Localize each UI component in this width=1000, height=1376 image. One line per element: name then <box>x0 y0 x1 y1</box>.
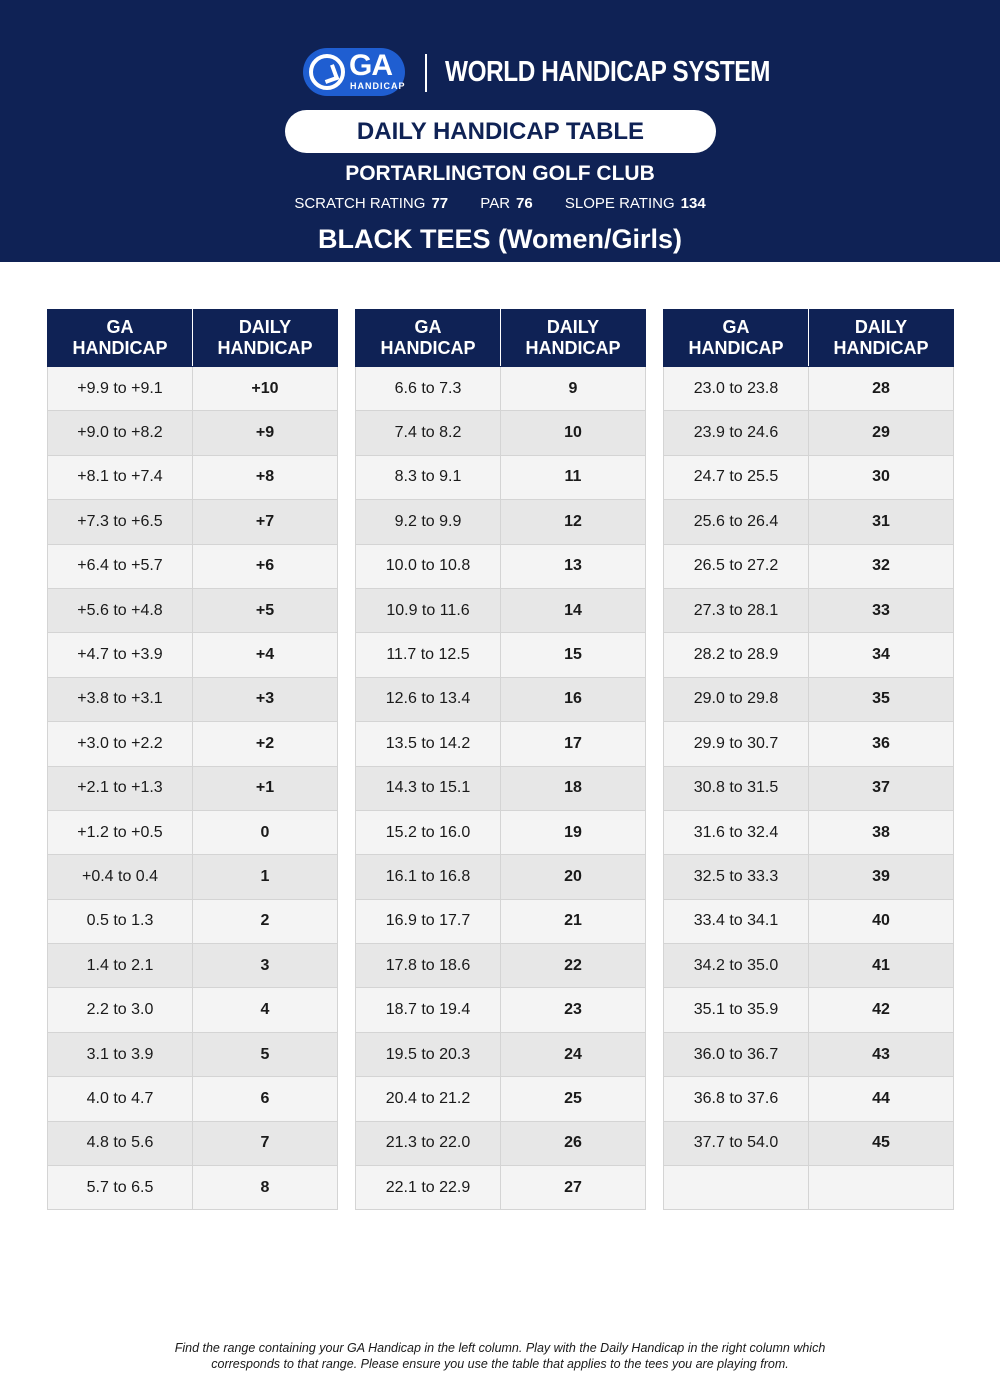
scratch-rating-label: SCRATCH RATING <box>294 195 426 212</box>
ga-handicap-range: 28.2 to 28.9 <box>664 633 809 677</box>
table-row <box>356 1032 646 1076</box>
daily-handicap-value: +10 <box>193 367 338 411</box>
ga-handicap-range: 3.1 to 3.9 <box>48 1032 193 1076</box>
daily-handicap-value: 33 <box>809 588 954 632</box>
par-label: PAR <box>480 195 511 212</box>
table-row <box>356 633 646 677</box>
table-row <box>48 1032 338 1076</box>
ga-handicap-range: 29.9 to 30.7 <box>664 722 809 766</box>
daily-handicap-value: 43 <box>809 1032 954 1076</box>
daily-handicap-value: 14 <box>501 588 646 632</box>
ga-handicap-range: 37.7 to 54.0 <box>664 1121 809 1165</box>
logo-row <box>0 46 1000 98</box>
ga-handicap-range: 21.3 to 22.0 <box>356 1121 501 1165</box>
par-value: 76 <box>516 195 533 212</box>
daily-handicap-value: 0 <box>193 810 338 854</box>
daily-handicap-value: +2 <box>193 722 338 766</box>
handicap-table-2 <box>355 309 646 1210</box>
ga-handicap-range: 32.5 to 33.3 <box>664 855 809 899</box>
ga-handicap-range: 23.0 to 23.8 <box>664 367 809 411</box>
ga-handicap-header: GA HANDICAP <box>48 310 193 367</box>
table-row <box>48 722 338 766</box>
daily-handicap-value: +1 <box>193 766 338 810</box>
daily-handicap-value: 30 <box>809 455 954 499</box>
daily-handicap-value: 16 <box>501 677 646 721</box>
daily-handicap-value: 1 <box>193 855 338 899</box>
table-row <box>664 367 954 411</box>
world-handicap-system-wordmark: WORLD HANDICAP SYSTEM <box>445 56 771 88</box>
ga-handicap-range: +3.8 to +3.1 <box>48 677 193 721</box>
ga-handicap-range: 6.6 to 7.3 <box>356 367 501 411</box>
daily-handicap-value: 20 <box>501 855 646 899</box>
table-row <box>664 855 954 899</box>
ga-handicap-range: 11.7 to 12.5 <box>356 633 501 677</box>
table-row <box>48 855 338 899</box>
ga-handicap-range: 25.6 to 26.4 <box>664 500 809 544</box>
course-ratings <box>0 194 1000 214</box>
table-row <box>664 899 954 943</box>
table-row <box>356 544 646 588</box>
logo-subtext: HANDICAP <box>350 81 406 91</box>
ga-handicap-range: 35.1 to 35.9 <box>664 988 809 1032</box>
table-row <box>664 500 954 544</box>
table-row <box>664 810 954 854</box>
table-row <box>48 988 338 1032</box>
table-row <box>664 633 954 677</box>
table-row <box>356 500 646 544</box>
daily-handicap-value: 8 <box>193 1166 338 1210</box>
ga-handicap-range: 10.0 to 10.8 <box>356 544 501 588</box>
daily-handicap-value: 35 <box>809 677 954 721</box>
ga-handicap-range: 9.2 to 9.9 <box>356 500 501 544</box>
footer-line-1: Find the range containing your GA Handicap in the left column. Play with the Daily Handicap in the right column which <box>174 1341 826 1355</box>
table-row <box>356 1166 646 1210</box>
ga-handicap-range: 5.7 to 6.5 <box>48 1166 193 1210</box>
daily-handicap-value: 17 <box>501 722 646 766</box>
daily-handicap-value: 19 <box>501 810 646 854</box>
ga-handicap-range: 1.4 to 2.1 <box>48 944 193 988</box>
table-row <box>356 810 646 854</box>
daily-handicap-value: 21 <box>501 899 646 943</box>
page-title: DAILY HANDICAP TABLE <box>285 110 716 153</box>
table-row <box>48 367 338 411</box>
daily-handicap-value: +8 <box>193 455 338 499</box>
ga-handicap-range: +5.6 to +4.8 <box>48 588 193 632</box>
daily-handicap-value: 36 <box>809 722 954 766</box>
slope-rating-label: SLOPE RATING <box>564 195 675 212</box>
ga-handicap-range: 2.2 to 3.0 <box>48 988 193 1032</box>
ga-handicap-range: +2.1 to +1.3 <box>48 766 193 810</box>
ga-handicap-range: +6.4 to +5.7 <box>48 544 193 588</box>
ga-handicap-range: 0.5 to 1.3 <box>48 899 193 943</box>
ga-handicap-range: 4.8 to 5.6 <box>48 1121 193 1165</box>
ga-handicap-range: 17.8 to 18.6 <box>356 944 501 988</box>
table-row <box>48 766 338 810</box>
daily-handicap-value: 28 <box>809 367 954 411</box>
ga-handicap-range: +3.0 to +2.2 <box>48 722 193 766</box>
table-row <box>664 988 954 1032</box>
table-row <box>356 1121 646 1165</box>
footer-instructions <box>0 1340 1000 1372</box>
table-row <box>356 677 646 721</box>
ga-handicap-range: 16.1 to 16.8 <box>356 855 501 899</box>
daily-handicap-value: 27 <box>501 1166 646 1210</box>
table-row <box>48 944 338 988</box>
ga-handicap-range: 16.9 to 17.7 <box>356 899 501 943</box>
table-row <box>48 500 338 544</box>
table-row <box>356 722 646 766</box>
table-row <box>48 1077 338 1121</box>
ga-handicap-range: 29.0 to 29.8 <box>664 677 809 721</box>
handicap-table-1 <box>47 309 338 1210</box>
daily-handicap-value: 9 <box>501 367 646 411</box>
table-row <box>356 588 646 632</box>
table-row <box>664 766 954 810</box>
ga-handicap-range: +9.0 to +8.2 <box>48 411 193 455</box>
ga-handicap-range: 36.8 to 37.6 <box>664 1077 809 1121</box>
ga-handicap-logo <box>303 48 405 96</box>
slope-rating <box>565 194 706 214</box>
table-row <box>48 544 338 588</box>
daily-handicap-value: +7 <box>193 500 338 544</box>
ga-handicap-range: +9.9 to +9.1 <box>48 367 193 411</box>
ga-handicap-range: +4.7 to +3.9 <box>48 633 193 677</box>
ga-handicap-range: 18.7 to 19.4 <box>356 988 501 1032</box>
daily-handicap-value: 44 <box>809 1077 954 1121</box>
daily-handicap-value: +9 <box>193 411 338 455</box>
daily-handicap-value: 4 <box>193 988 338 1032</box>
ga-handicap-range: +0.4 to 0.4 <box>48 855 193 899</box>
ga-handicap-range: +8.1 to +7.4 <box>48 455 193 499</box>
ga-handicap-range: 24.7 to 25.5 <box>664 455 809 499</box>
daily-handicap-value: +6 <box>193 544 338 588</box>
scratch-rating <box>294 194 448 214</box>
table-row <box>356 455 646 499</box>
table-row <box>48 1121 338 1165</box>
daily-handicap-value: 39 <box>809 855 954 899</box>
ga-handicap-header: GA HANDICAP <box>356 310 501 367</box>
daily-handicap-value: 34 <box>809 633 954 677</box>
daily-handicap-value: 29 <box>809 411 954 455</box>
daily-handicap-value: 11 <box>501 455 646 499</box>
ga-handicap-range: 22.1 to 22.9 <box>356 1166 501 1210</box>
table-row <box>664 722 954 766</box>
daily-handicap-value: 31 <box>809 500 954 544</box>
ga-handicap-range: 27.3 to 28.1 <box>664 588 809 632</box>
ga-handicap-range: 10.9 to 11.6 <box>356 588 501 632</box>
daily-handicap-value: 6 <box>193 1077 338 1121</box>
ga-handicap-range: 4.0 to 4.7 <box>48 1077 193 1121</box>
ga-handicap-range: 7.4 to 8.2 <box>356 411 501 455</box>
ga-handicap-range: 26.5 to 27.2 <box>664 544 809 588</box>
daily-handicap-value: 42 <box>809 988 954 1032</box>
daily-handicap-value: 2 <box>193 899 338 943</box>
table-row <box>664 1166 954 1210</box>
ga-handicap-range: 34.2 to 35.0 <box>664 944 809 988</box>
daily-handicap-value: 3 <box>193 944 338 988</box>
table-row <box>48 677 338 721</box>
ga-handicap-range: 12.6 to 13.4 <box>356 677 501 721</box>
club-name: PORTARLINGTON GOLF CLUB <box>345 162 655 185</box>
daily-handicap-header: DAILY HANDICAP <box>501 310 646 367</box>
ga-handicap-range: 33.4 to 34.1 <box>664 899 809 943</box>
table-row <box>356 899 646 943</box>
table-row <box>48 588 338 632</box>
daily-handicap-value: +5 <box>193 588 338 632</box>
table-row <box>664 1032 954 1076</box>
daily-handicap-value: 24 <box>501 1032 646 1076</box>
table-row <box>356 855 646 899</box>
tees-heading: BLACK TEES (Women/Girls) <box>317 224 683 254</box>
daily-handicap-value: 22 <box>501 944 646 988</box>
daily-handicap-value: 13 <box>501 544 646 588</box>
ga-handicap-range: 8.3 to 9.1 <box>356 455 501 499</box>
ga-handicap-header: GA HANDICAP <box>664 310 809 367</box>
daily-handicap-value: 41 <box>809 944 954 988</box>
daily-handicap-value: +4 <box>193 633 338 677</box>
table-row <box>664 411 954 455</box>
ga-handicap-range: 20.4 to 21.2 <box>356 1077 501 1121</box>
daily-handicap-value: 5 <box>193 1032 338 1076</box>
ga-handicap-range: 14.3 to 15.1 <box>356 766 501 810</box>
table-row <box>356 411 646 455</box>
header-banner <box>0 0 1000 262</box>
daily-handicap-value: 15 <box>501 633 646 677</box>
handicap-tables <box>0 309 1000 1211</box>
daily-handicap-value: 38 <box>809 810 954 854</box>
scratch-rating-value: 77 <box>431 195 449 212</box>
table-row <box>664 944 954 988</box>
ga-handicap-range: 30.8 to 31.5 <box>664 766 809 810</box>
daily-handicap-value: 45 <box>809 1121 954 1165</box>
table-row <box>356 944 646 988</box>
ga-handicap-range: 31.6 to 32.4 <box>664 810 809 854</box>
logo-divider <box>425 54 427 92</box>
daily-handicap-value <box>809 1166 954 1210</box>
table-row <box>48 455 338 499</box>
ga-handicap-range: +7.3 to +6.5 <box>48 500 193 544</box>
table-row <box>48 411 338 455</box>
handicap-table-3 <box>663 309 954 1210</box>
table-row <box>356 988 646 1032</box>
daily-handicap-value: 18 <box>501 766 646 810</box>
daily-handicap-value: 37 <box>809 766 954 810</box>
table-row <box>664 1077 954 1121</box>
daily-handicap-value: 26 <box>501 1121 646 1165</box>
ga-handicap-range: 15.2 to 16.0 <box>356 810 501 854</box>
table-row <box>356 367 646 411</box>
par <box>480 194 532 214</box>
ga-swoosh-icon <box>309 54 345 90</box>
ga-handicap-range: 19.5 to 20.3 <box>356 1032 501 1076</box>
footer-line-2: corresponds to that range. Please ensure you use the table that applies to the tees you are playing from. <box>211 1357 789 1371</box>
table-row <box>48 633 338 677</box>
daily-handicap-value: 7 <box>193 1121 338 1165</box>
daily-handicap-value: 32 <box>809 544 954 588</box>
table-row <box>664 1121 954 1165</box>
ga-handicap-range: 13.5 to 14.2 <box>356 722 501 766</box>
table-row <box>664 455 954 499</box>
ga-handicap-range: +1.2 to +0.5 <box>48 810 193 854</box>
daily-handicap-header: DAILY HANDICAP <box>809 310 954 367</box>
table-row <box>664 677 954 721</box>
daily-handicap-value: 40 <box>809 899 954 943</box>
ga-handicap-range: 36.0 to 36.7 <box>664 1032 809 1076</box>
table-row <box>48 810 338 854</box>
daily-handicap-value: 23 <box>501 988 646 1032</box>
table-row <box>48 899 338 943</box>
daily-handicap-value: 12 <box>501 500 646 544</box>
logo-text: GA <box>349 49 392 82</box>
ga-handicap-range: 23.9 to 24.6 <box>664 411 809 455</box>
daily-handicap-header: DAILY HANDICAP <box>193 310 338 367</box>
daily-handicap-value: 25 <box>501 1077 646 1121</box>
ga-handicap-range <box>664 1166 809 1210</box>
table-row <box>664 544 954 588</box>
daily-handicap-value: 10 <box>501 411 646 455</box>
slope-rating-value: 134 <box>680 195 706 212</box>
daily-handicap-value: +3 <box>193 677 338 721</box>
table-row <box>356 1077 646 1121</box>
table-row <box>48 1166 338 1210</box>
table-row <box>664 588 954 632</box>
table-row <box>356 766 646 810</box>
